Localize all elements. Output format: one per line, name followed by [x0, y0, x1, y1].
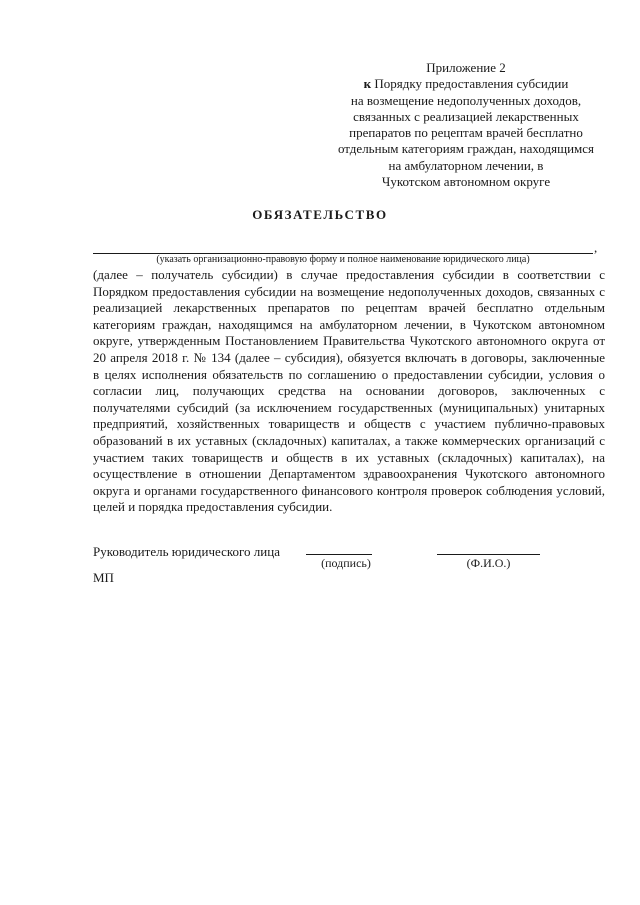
body-line: целей и порядка предоставления субсидии.: [93, 499, 333, 515]
body-line: категориям граждан, находящимся на амбулаторном лечении, в Чукотском автономном: [93, 316, 605, 332]
body-line: согласии лиц, получающих средства на основании договоров, заключенных с: [93, 383, 605, 399]
body-line: образований в их уставных (складочных) капиталах, а также коммерческих организаций с: [93, 432, 605, 448]
obligation-body: [93, 267, 605, 516]
appendix-line-6: отдельным категориям граждан, находящимся: [337, 141, 595, 157]
appendix-line-2-text: Порядку предоставления субсидии: [371, 76, 569, 92]
signature-field[interactable]: [306, 554, 372, 555]
body-line: округа и органами государственного финансового контроля проверок соблюдения условий,: [93, 482, 605, 498]
body-line: в целях исполнения обязательств по соглашению о предоставлении субсидии, условия о: [93, 366, 605, 382]
stamp-place-label: МП: [93, 570, 114, 585]
full-name-field[interactable]: [437, 554, 540, 555]
body-line: (далее – получатель субсидии) в случае предоставления субсидии в соответствии с: [93, 267, 605, 282]
organization-line-comma: ,: [594, 240, 598, 255]
appendix-header: [330, 60, 602, 190]
signature-caption: (подпись): [321, 556, 371, 570]
body-line: 20 апреля 2018 г. № 134 (далее – субсидия), обязуется включать в договоры, заключенные: [93, 349, 605, 365]
organization-field-caption: (указать организационно-правовую форму и полное наименование юридического лица): [156, 254, 530, 265]
body-line: получателями субсидий (за исключением государственных (муниципальных) унитарных: [93, 399, 605, 415]
appendix-line-2: [330, 76, 602, 92]
body-line: участием таких товариществ и обществ в их уставных (складочных) капиталах), на: [93, 449, 605, 465]
full-name-caption: (Ф.И.О.): [466, 556, 511, 570]
appendix-line-5: препаратов по рецептам врачей бесплатно: [349, 125, 583, 141]
appendix-line-3: на возмещение недополученных доходов,: [350, 92, 582, 108]
appendix-line-8: Чукотском автономном округе: [381, 174, 551, 190]
appendix-line-2-prefix: к: [363, 76, 372, 92]
body-line: округе, утвержденным Постановлением Правительства Чукотского автономного округа от: [93, 333, 605, 349]
body-line: осуществление в отношении Департаментом здравоохранения Чукотского автономного: [93, 466, 605, 482]
signatory-label: Руководитель юридического лица: [93, 544, 280, 559]
body-line: предприятий, хозяйственных товариществ и обществ с участием публично-правовых: [93, 416, 605, 432]
document-title: ОБЯЗАТЕЛЬСТВО: [252, 207, 388, 222]
body-line: реализацией лекарственных препаратов по рецептам врачей бесплатно отдельным: [93, 300, 605, 316]
appendix-number: Приложение 2: [426, 60, 506, 75]
appendix-line-7: на амбулаторном лечении, в: [388, 157, 544, 173]
body-line: Порядком предоставления субсидии на возмещение недополученных доходов, связанных с: [93, 283, 605, 299]
appendix-line-4: связанных с реализацией лекарственных: [353, 108, 579, 124]
